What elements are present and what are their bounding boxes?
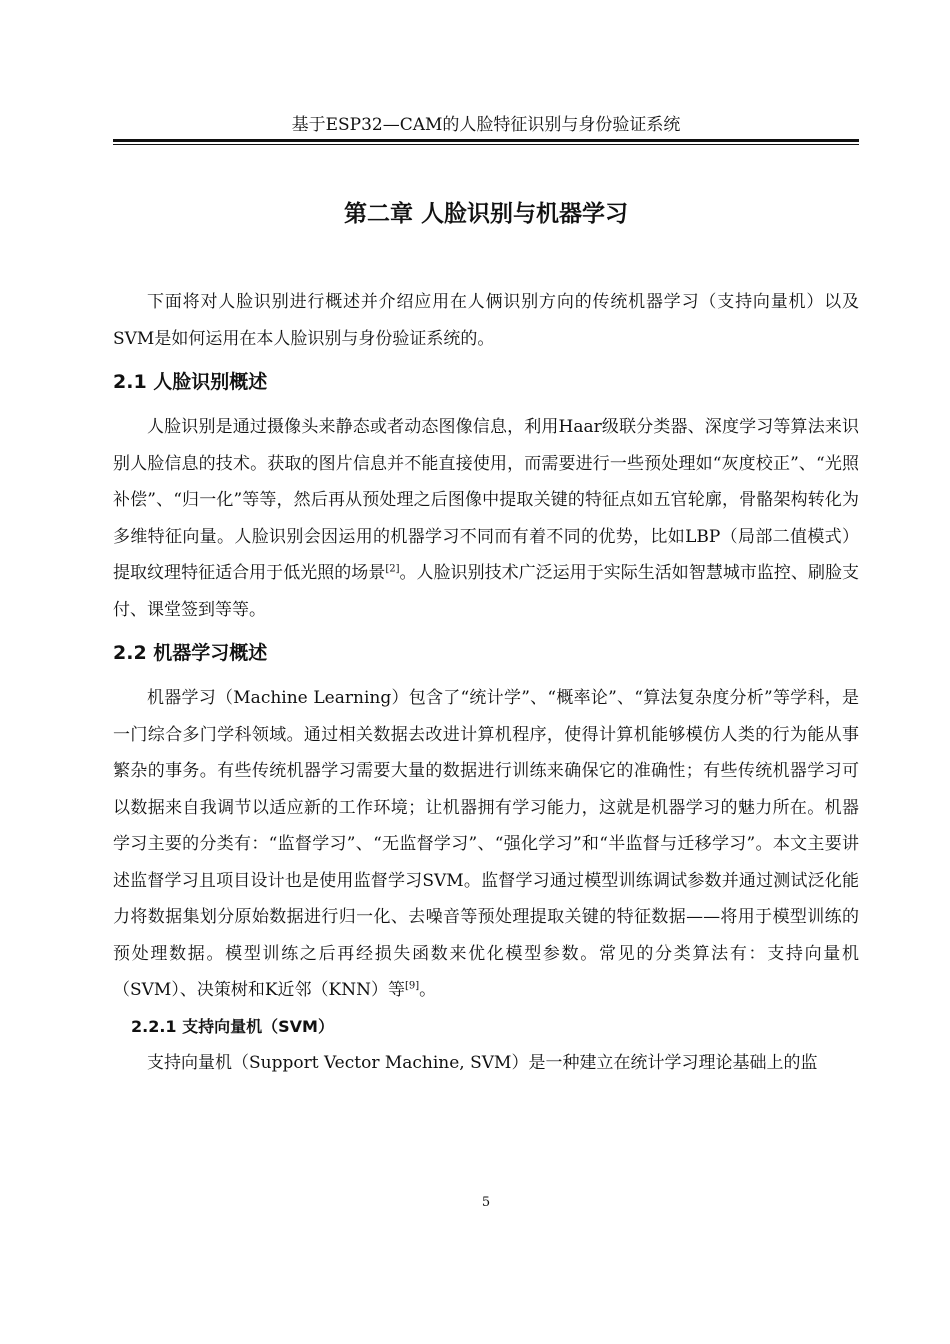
svm-paragraph: 支持向量机（Support Vector Machine, SVM）是一种建立在统计学习理论基础上的监 [147,1052,818,1073]
section-heading-2-2-1: 2.2.1 支持向量机（SVM） [131,1016,334,1036]
chapter-title: 第二章 人脸识别与机器学习 [343,201,628,227]
page-number: 5 [481,1195,491,1210]
header-rule-thin [113,144,859,145]
citation-9: [9] [404,980,420,992]
machine-learning-text: 机器学习（Machine Learning）包含了“统计学”、“概率论”、“算法复杂度分析”等学科，是一门综合多门学科领域。通过相关数据去改进计算机程序，使得计算机能够模仿人类的行为能从事繁杂的事务。有些传统机器学习需要大量的数据进行训练来确保它的准确性；有些传统机器学习可以数据来自我调节以适应新的工作环境；让机器拥有学习能力，这就是机器学习的魅力所在。机器学习主要的分类有：“监督学习”、“无监督学习”、“强化学习”和“半监督与迁移学习”。本文主要讲述监督学习且项目设计也是使用监督学习SVM。监督学习通过模型训练调试参数并通过测试泛化能力将数据集划分原始数据进行归一化、去噪音等预处理提取关键的特征数据——将用于模型训练的预处理数据。模型训练之后再经损失函数来优化模型参数。常见的分类算法有：支持向量机（SVM）、决策树和K近邻（KNN）等 [113,688,859,1000]
intro-paragraph: 下面将对人脸识别进行概述并介绍应用在人俩识别方向的传统机器学习（支持向量机）以及SVM是如何运用在本人脸识别与身份验证系统的。 [113,292,859,349]
machine-learning-text-tail: 。 [419,980,437,1000]
machine-learning-paragraph [113,680,859,1009]
section-heading-2-1: 2.1 人脸识别概述 [113,371,268,393]
citation-2: [2] [385,563,400,575]
body-text [113,284,859,1081]
header-rule-thick [113,139,859,142]
running-header: 基于ESP32—CAM的人脸特征识别与身份验证系统 [291,115,681,135]
face-recognition-text: 人脸识别是通过摄像头来静态或者动态图像信息，利用Haar级联分类器、深度学习等算法来识别人脸信息的技术。获取的图片信息并不能直接使用，而需要进行一些预处理如“灰度校正”、“光照补偿”、“归一化”等等，然后再从预处理之后图像中提取关键的特征点如五官轮廓，骨骼架构转化为多维特征向量。人脸识别会因运用的机器学习不同而有着不同的优势，比如LBP（局部二值模式）提取纹理特征适合用于低光照的场景 [113,417,859,583]
section-heading-2-2: 2.2 机器学习概述 [113,642,268,664]
face-recognition-paragraph [113,409,859,628]
face-recognition-text-tail: 。人脸识别技术广泛运用于实际生活如智慧城市监控、刷脸支付、课堂签到等等。 [113,563,860,620]
